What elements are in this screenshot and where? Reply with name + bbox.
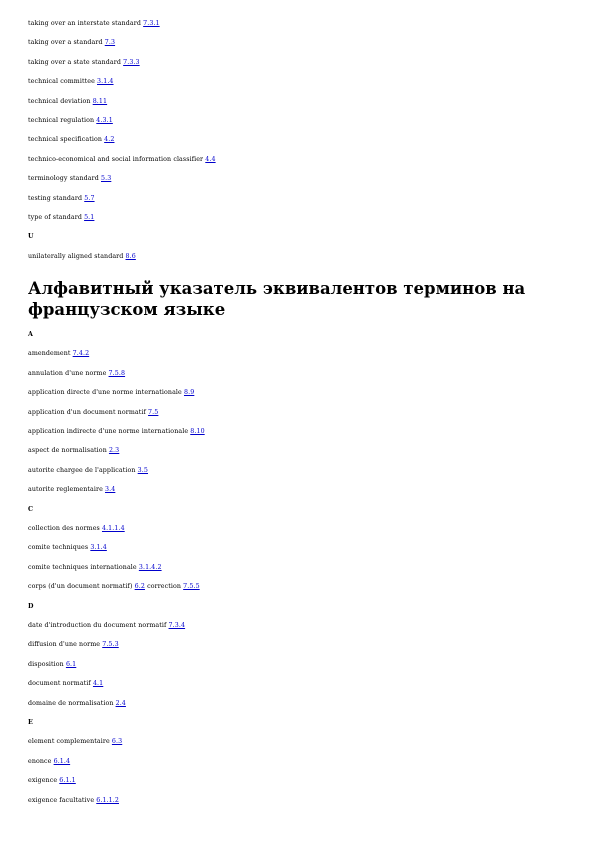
index-term: application indirecte d'une norme internationale	[28, 428, 191, 435]
clause-reference-link[interactable]: 6.1	[65, 660, 77, 668]
index-term: enonce	[28, 757, 54, 765]
clause-reference-link[interactable]: 5.7	[84, 194, 95, 202]
index-term: autorite chargee de l'application	[28, 466, 138, 474]
index-term: comite techniques internationale	[28, 563, 139, 571]
clause-reference-link[interactable]: 5.3	[101, 175, 112, 183]
clause-reference-link[interactable]: 7.5.3	[102, 641, 119, 649]
index-entry	[28, 428, 205, 436]
index-term: diffusion d'une norme	[28, 641, 103, 649]
index-entry	[28, 486, 115, 494]
index-entry	[28, 59, 140, 67]
index-letter-heading: U	[28, 233, 34, 241]
index-entry	[28, 700, 126, 708]
clause-reference-link[interactable]: 8.10	[190, 428, 205, 435]
index-term: exigence facultative	[28, 796, 97, 804]
index-entry	[28, 738, 122, 746]
index-entry	[28, 447, 119, 455]
clause-reference-link[interactable]: 2.3	[108, 447, 120, 455]
index-letter-heading: A	[28, 331, 33, 338]
index-term: taking over an interstate standard	[28, 20, 144, 27]
clause-reference-link[interactable]: 3.4	[105, 486, 116, 494]
index-term: terminology standard	[28, 175, 101, 183]
index-term: correction	[144, 583, 184, 591]
index-entry	[28, 797, 119, 805]
section-heading: Алфавитный указатель эквивалентов терминов на французском языке	[28, 279, 526, 319]
index-letter-heading: D	[28, 602, 34, 610]
index-entry	[28, 389, 194, 397]
index-term: technical specification	[28, 136, 105, 144]
clause-reference-link[interactable]: 3.5	[137, 466, 148, 474]
index-entry	[28, 117, 113, 125]
index-entry	[28, 564, 162, 572]
index-entry	[28, 544, 107, 552]
index-term: corps (d'un document normatif)	[28, 583, 135, 591]
index-entry	[28, 622, 185, 630]
index-entry	[28, 136, 114, 144]
index-term: disposition	[28, 660, 66, 668]
index-term: technical deviation	[28, 97, 93, 105]
index-term: aspect de normalisation	[28, 447, 109, 455]
index-term: exigence	[28, 777, 60, 785]
index-entry	[28, 758, 70, 766]
index-term: taking over a state standard	[28, 58, 124, 66]
index-entry	[28, 525, 125, 533]
index-term: taking over a standard	[28, 39, 105, 47]
clause-reference-link[interactable]: 8.11	[92, 97, 108, 105]
index-entry	[28, 20, 160, 28]
index-term: element complementaire	[28, 738, 112, 746]
index-entry	[28, 641, 119, 649]
index-term: application d'un document normatif	[28, 408, 149, 416]
index-letter-heading: C	[28, 505, 34, 513]
index-entry	[28, 661, 76, 669]
clause-reference-link[interactable]: 8.6	[125, 252, 136, 260]
index-term: unilaterally aligned standard	[28, 252, 126, 260]
index-term: amendement	[28, 350, 73, 358]
clause-reference-link[interactable]: 4.2	[104, 136, 115, 144]
index-term: comite techniques	[28, 544, 91, 552]
index-term: technical regulation	[28, 117, 97, 124]
clause-reference-link[interactable]: 7.5.8	[108, 369, 126, 377]
clause-reference-link[interactable]: 7.3.3	[123, 58, 140, 66]
clause-reference-link[interactable]: 7.3	[104, 39, 116, 47]
index-entry	[28, 253, 136, 261]
index-entry	[28, 195, 95, 203]
clause-reference-link[interactable]: 4.4	[205, 155, 216, 163]
clause-reference-link[interactable]: 7.5.5	[183, 583, 200, 591]
index-term: document normatif	[28, 680, 93, 688]
index-term: autorite reglementaire	[28, 486, 106, 494]
clause-reference-link[interactable]: 6.1.1.2	[96, 796, 119, 804]
clause-reference-link[interactable]: 6.1.1	[59, 777, 76, 785]
clause-reference-link[interactable]: 7.4.2	[72, 350, 90, 358]
index-term: type of standard	[28, 214, 85, 221]
clause-reference-link[interactable]: 4.3.1	[96, 117, 113, 124]
index-term: technical committee	[28, 78, 97, 86]
index-entry	[28, 583, 200, 591]
index-term: date d'introduction du document normatif	[28, 622, 169, 629]
clause-reference-link[interactable]: 4.1.1.4	[101, 525, 125, 532]
clause-reference-link[interactable]: 3.1.4.2	[138, 563, 162, 571]
clause-reference-link[interactable]: 6.3	[111, 738, 123, 746]
index-term: application directe d'une norme internationale	[28, 389, 184, 397]
clause-reference-link[interactable]: 6.1.4	[53, 757, 71, 765]
clause-reference-link[interactable]: 7.3.1	[143, 20, 160, 27]
index-entry	[28, 370, 125, 378]
clause-reference-link[interactable]: 5.1	[84, 214, 95, 221]
index-entry	[28, 777, 76, 785]
clause-reference-link[interactable]: 7.3.4	[168, 622, 186, 629]
clause-reference-link[interactable]: 7.5	[148, 408, 159, 416]
index-term: annulation d'une norme	[28, 369, 109, 377]
clause-reference-link[interactable]: 4.1	[92, 680, 104, 688]
index-term: testing standard	[28, 194, 85, 202]
index-term: collection des normes	[28, 525, 102, 532]
index-entry	[28, 78, 114, 86]
clause-reference-link[interactable]: 6.2	[134, 583, 145, 591]
index-entry	[28, 156, 216, 164]
clause-reference-link[interactable]: 8.9	[183, 389, 195, 397]
index-entry	[28, 467, 148, 475]
clause-reference-link[interactable]: 3.1.4	[97, 78, 114, 86]
clause-reference-link[interactable]: 3.1.4	[90, 544, 107, 552]
index-entry	[28, 409, 158, 417]
index-entry	[28, 680, 103, 688]
index-entry	[28, 175, 111, 183]
index-letter-heading: E	[28, 719, 33, 726]
index-entry	[28, 214, 94, 222]
index-term: technico-economical and social information classifier	[28, 155, 206, 163]
index-entry	[28, 350, 89, 358]
index-entry	[28, 39, 115, 47]
index-term: domaine de normalisation	[28, 699, 116, 707]
clause-reference-link[interactable]: 2.4	[115, 699, 126, 707]
index-entry	[28, 98, 107, 106]
